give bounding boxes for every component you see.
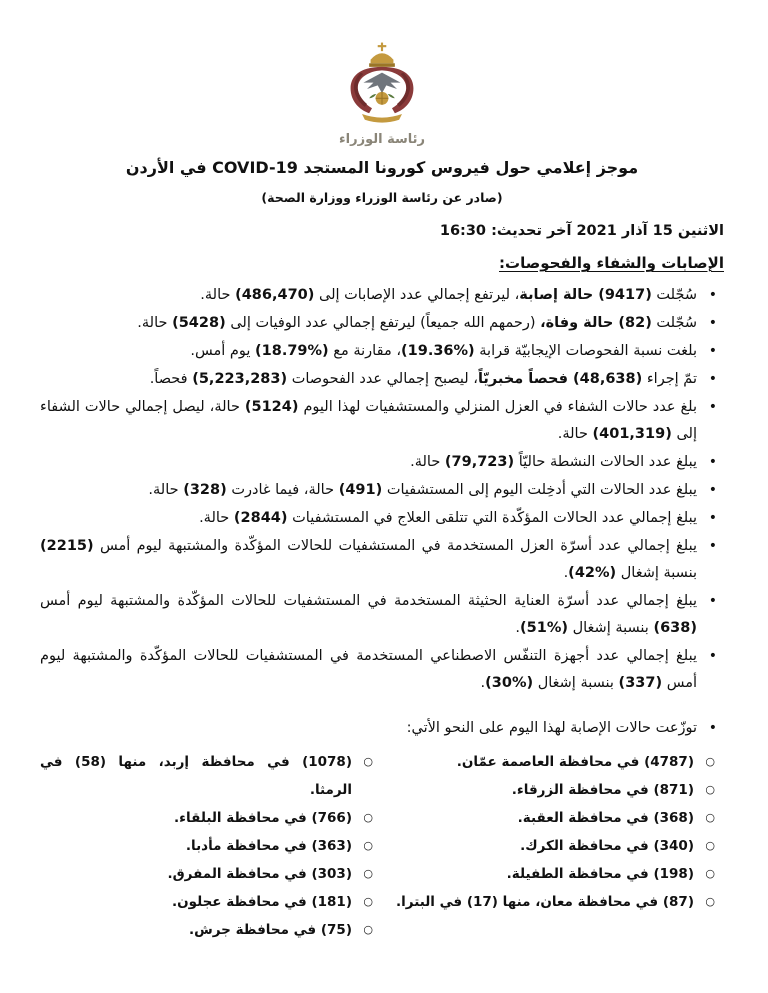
governorate-item xyxy=(40,748,382,804)
bullet-item xyxy=(40,366,724,393)
governorate-item xyxy=(382,804,724,832)
circle-bullet-icon: ○ xyxy=(705,783,715,796)
governorate-text: (303) في محافظة المفرق. xyxy=(167,866,352,882)
bullet-text: يبلغ عدد الحالات النشطة حاليّاً (79,723) حالة. xyxy=(410,454,697,470)
circle-bullet-icon: ○ xyxy=(363,867,373,880)
governorate-item xyxy=(40,804,382,832)
bullet-item xyxy=(40,643,724,697)
distribution-intro xyxy=(40,715,724,742)
distribution-intro-text: توزّعت حالات الإصابة لهذا اليوم على النحو الأتي: xyxy=(406,720,697,736)
governorate-text: (368) في محافظة العقبة. xyxy=(517,810,694,826)
governorate-text: (4787) في محافظة العاصمة عمّان. xyxy=(456,754,694,770)
section-heading-row xyxy=(40,253,724,272)
bullet-item xyxy=(40,338,724,365)
emblem-block xyxy=(40,40,724,146)
governorate-item xyxy=(40,916,382,944)
bullet-icon: • xyxy=(708,454,717,470)
bullet-text: تمّ إجراء (48,638) فحصاً مخبريّاً، ليصبح إجمالي عدد الفحوصات (5,223,283) فحصاً. xyxy=(149,371,697,387)
bullet-item xyxy=(40,588,724,642)
bullet-icon: • xyxy=(708,648,717,664)
section-heading: الإصابات والشفاء والفحوصات: xyxy=(499,254,724,272)
bullet-icon: • xyxy=(708,371,717,387)
circle-bullet-icon: ○ xyxy=(705,755,715,768)
emblem-caption: رئاسة الوزراء xyxy=(339,132,425,147)
governorate-item xyxy=(40,832,382,860)
governorate-text: (363) في محافظة مأدبا. xyxy=(185,838,352,854)
bullet-item xyxy=(40,505,724,532)
circle-bullet-icon: ○ xyxy=(363,755,373,768)
bullet-item xyxy=(40,477,724,504)
bullet-text: بلغت نسبة الفحوصات الإيجابيّة قرابة (%19.36)، مقارنة مع (%18.79) يوم أمس. xyxy=(190,343,697,359)
bullet-icon: • xyxy=(708,720,717,736)
bullet-icon: • xyxy=(708,593,717,609)
circle-bullet-icon: ○ xyxy=(705,867,715,880)
bullet-item xyxy=(40,310,724,337)
bullet-icon: • xyxy=(708,510,717,526)
bullet-text: بلغ عدد حالات الشفاء في العزل المنزلي والمستشفيات لهذا اليوم (5124) حالة، ليصل إجمالي حالات الشفاء إلى (401,319) حالة. xyxy=(40,399,698,442)
bullet-icon: • xyxy=(708,399,717,415)
bullet-text: سُجّلت (9417) حالة إصابة، ليرتفع إجمالي عدد الإصابات إلى (486,470) حالة. xyxy=(200,287,697,303)
bullet-icon: • xyxy=(708,482,717,498)
governorate-item xyxy=(382,860,724,888)
bullet-icon: • xyxy=(708,538,717,554)
governorate-columns xyxy=(40,748,724,944)
bullet-icon: • xyxy=(708,287,717,303)
bullet-text: يبلغ عدد الحالات التي أدخِلت اليوم إلى المستشفيات (491) حالة، فيما غادرت (328) حالة. xyxy=(148,482,697,498)
circle-bullet-icon: ○ xyxy=(705,895,715,908)
circle-bullet-icon: ○ xyxy=(363,839,373,852)
date-line: الاثنين 15 آذار 2021 آخر تحديث: 16:30 xyxy=(439,223,724,239)
bullet-text: يبلغ إجمالي عدد أسرّة العزل المستخدمة في المستشفيات للحالات المؤكّدة والمشتبهة ليوم أمس (2215) بنسبة إشغال (%42). xyxy=(40,538,697,581)
governorate-text: (75) في محافظة جرش. xyxy=(189,922,352,938)
page-subtitle: (صادر عن رئاسة الوزراء ووزارة الصحة) xyxy=(261,190,503,205)
bullet-text: سُجّلت (82) حالة وفاة، (رحمهم الله جميعاً) ليرتفع إجمالي عدد الوفيات إلى (5428) حالة. xyxy=(137,315,697,331)
circle-bullet-icon: ○ xyxy=(363,895,373,908)
circle-bullet-icon: ○ xyxy=(363,923,373,936)
col-right xyxy=(382,748,724,944)
bullet-text: يبلغ إجمالي عدد الحالات المؤكّدة التي تتلقى العلاج في المستشفيات (2844) حالة. xyxy=(199,510,697,526)
bullet-text: يبلغ إجمالي عدد أسرّة العناية الحثيثة المستخدمة في المستشفيات للحالات المؤكّدة والمشتبهة ليوم أمس (638) بنسبة إشغال (%51). xyxy=(40,593,697,636)
governorate-text: (198) في محافظة الطفيلة. xyxy=(506,866,694,882)
bullet-item xyxy=(40,449,724,476)
governorate-item xyxy=(382,888,724,916)
page-title: موجز إعلامي حول فيروس كورونا المستجد ⁦COVID-19⁩ في الأردن xyxy=(125,158,639,177)
bullet-item xyxy=(40,533,724,587)
circle-bullet-icon: ○ xyxy=(705,839,715,852)
circle-bullet-icon: ○ xyxy=(705,811,715,824)
bullet-item xyxy=(40,394,724,448)
bullet-item xyxy=(40,282,724,309)
circle-bullet-icon: ○ xyxy=(363,811,373,824)
governorate-item xyxy=(40,860,382,888)
bullet-list xyxy=(40,282,724,697)
governorate-text: (766) في محافظة البلقاء. xyxy=(174,810,352,826)
governorate-item xyxy=(40,888,382,916)
bullet-text: يبلغ إجمالي عدد أجهزة التنفّس الاصطناعي المستخدمة في المستشفيات للحالات المؤكّدة والمشتبهة ليوم أمس (337) بنسبة إشغال (%30). xyxy=(40,648,697,691)
governorate-text: (871) في محافظة الزرقاء. xyxy=(511,782,694,798)
jordan-royal-crest-icon xyxy=(332,40,432,128)
governorate-text: (1078) في محافظة إربد، منها (58) في الرمثا. xyxy=(40,754,352,798)
governorate-text: (87) في محافظة معان، منها (17) في البترا. xyxy=(396,894,694,910)
col-left xyxy=(40,748,382,944)
governorate-item xyxy=(382,832,724,860)
governorate-text: (340) في محافظة الكرك. xyxy=(520,838,694,854)
governorate-item xyxy=(382,748,724,776)
bullet-icon: • xyxy=(708,343,717,359)
governorate-text: (181) في محافظة عجلون. xyxy=(171,894,352,910)
governorate-item xyxy=(382,776,724,804)
bullet-icon: • xyxy=(708,315,717,331)
